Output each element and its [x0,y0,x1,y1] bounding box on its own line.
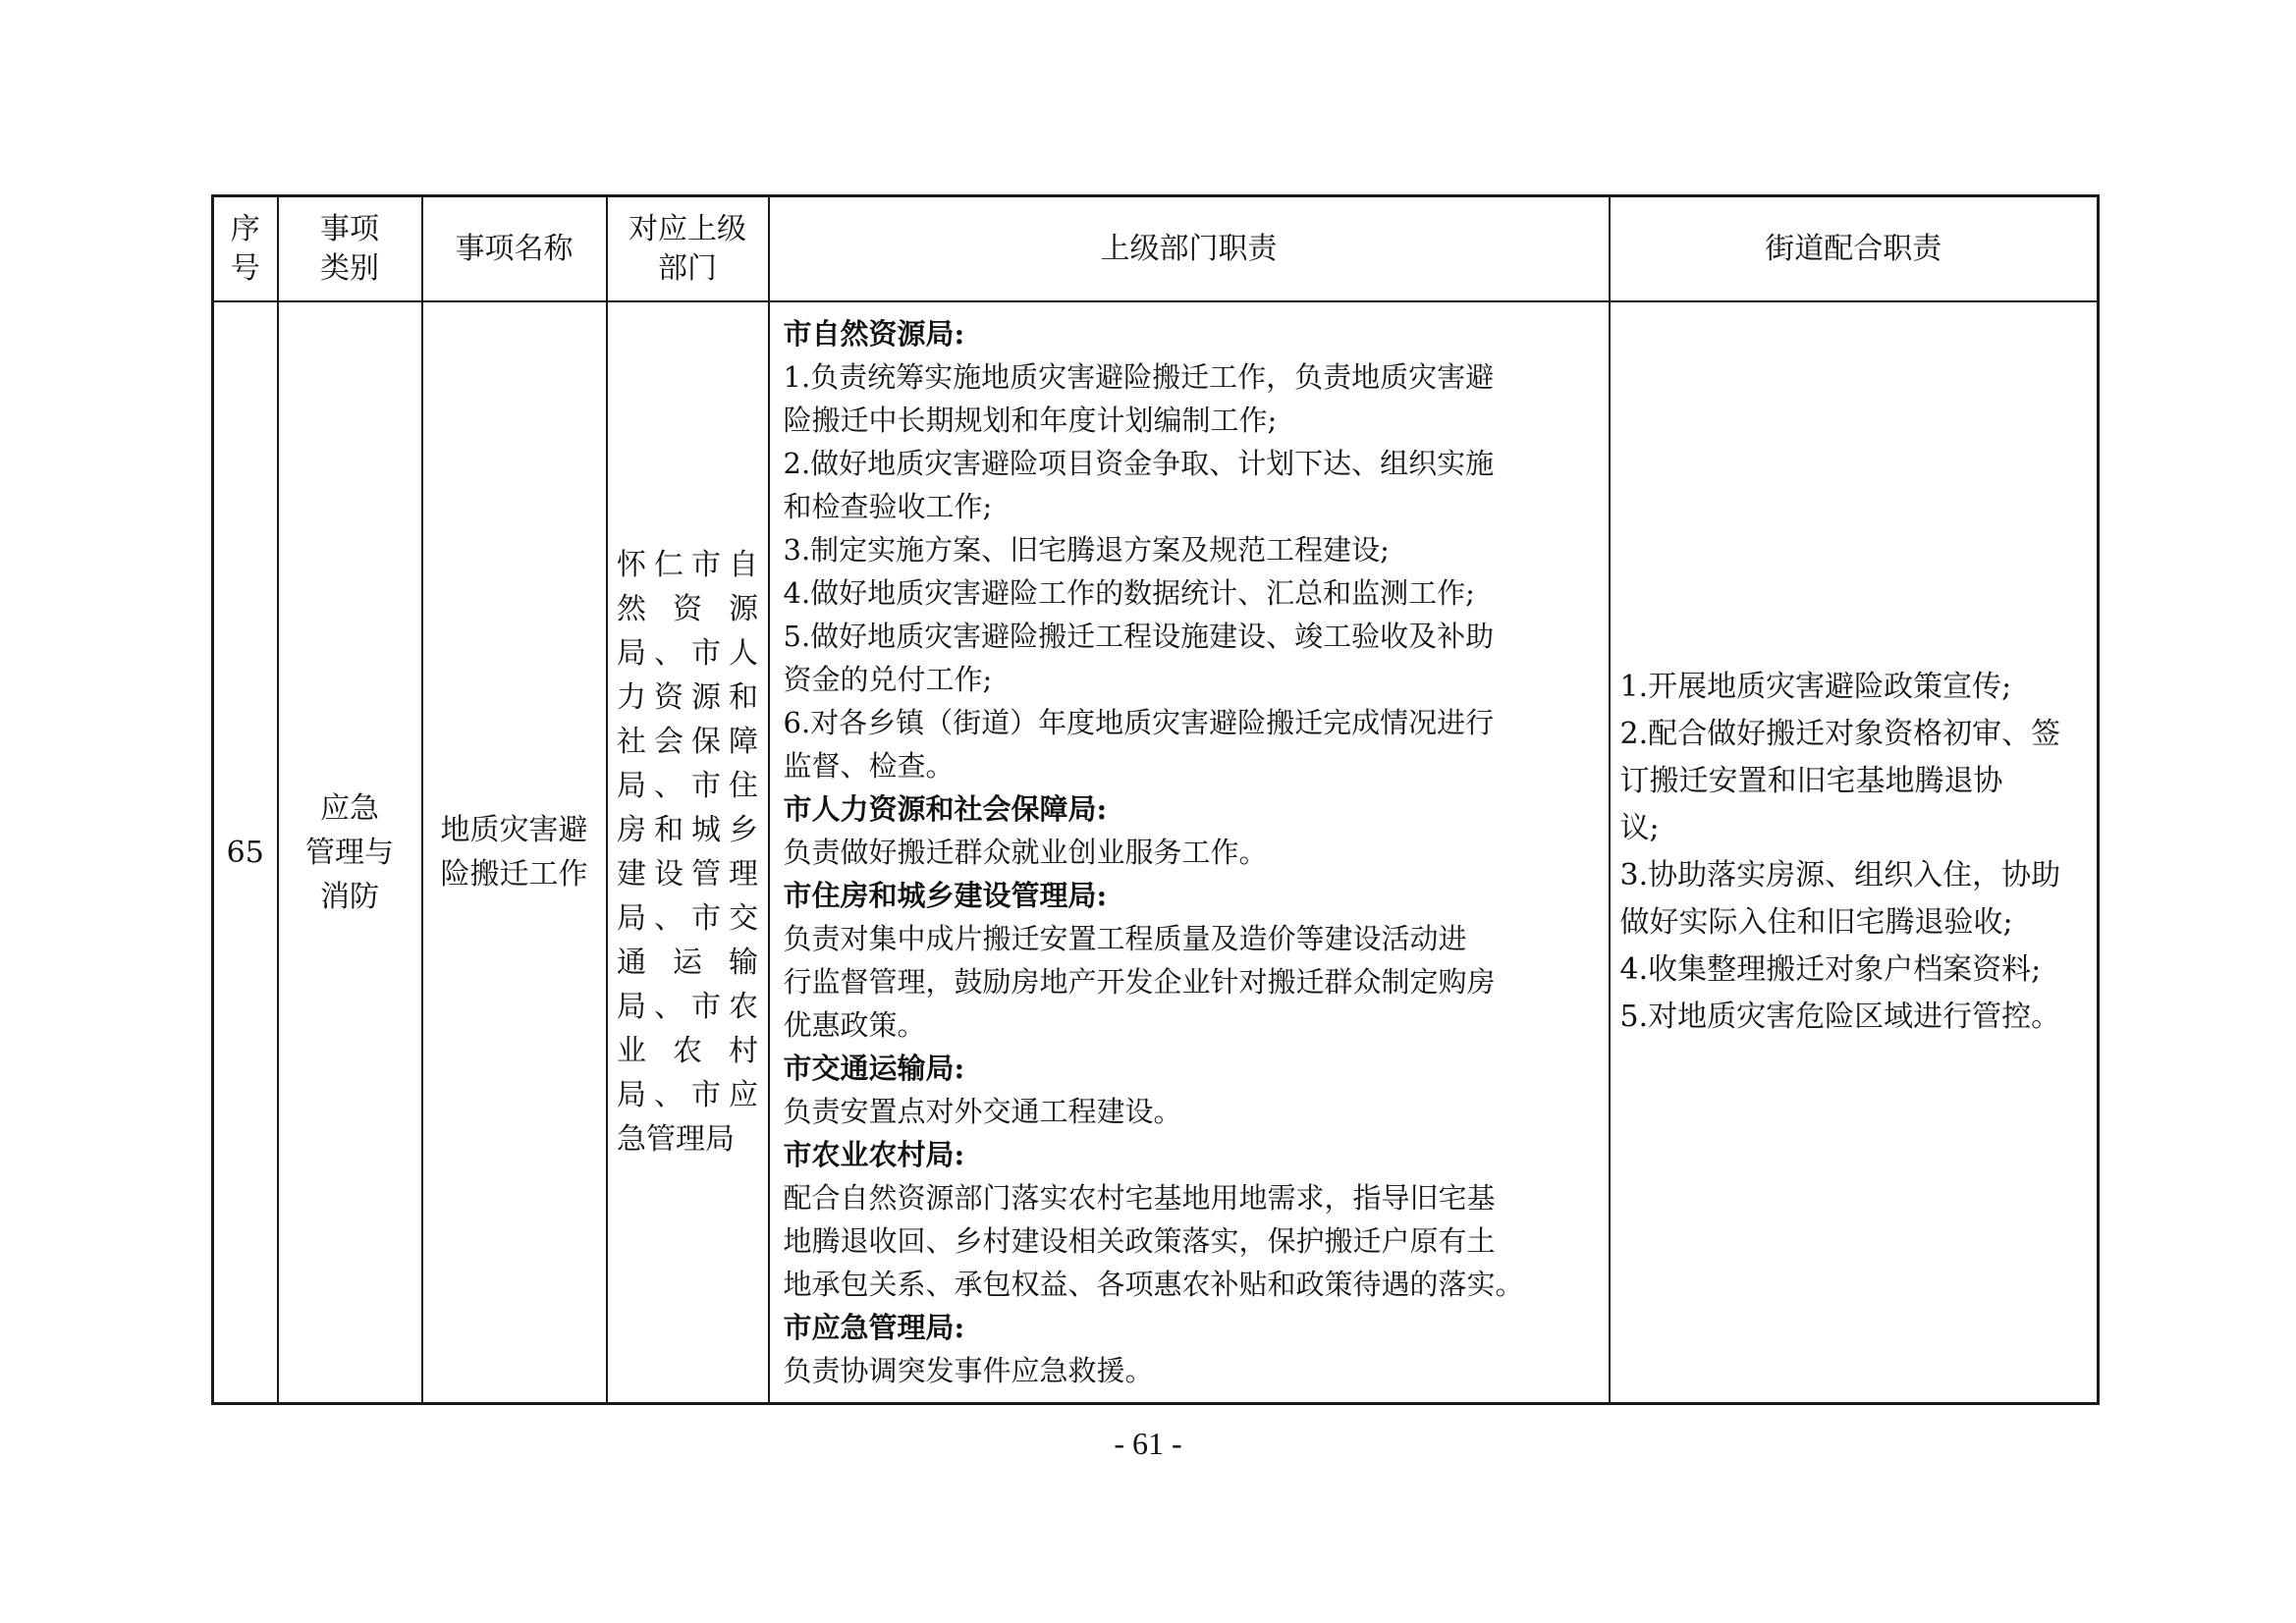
header-upper-duty: 上级部门职责 [769,196,1610,302]
upper-duty-list [770,302,1609,1402]
header-item-name: 事项名称 [422,196,607,302]
category-line: 应急 [320,790,379,826]
dept-line: 建设管理 [617,857,758,892]
duty-line: 监督、检查。 [783,749,955,783]
cell-seq: 65 [213,301,278,1404]
dept-line: 急管理局 [617,1122,735,1157]
dept-line: 局、市人 [617,636,758,671]
duty-line: 1.负责统筹实施地质灾害避险搬迁工作，负责地质灾害避 [783,360,1495,394]
dept-line: 社会保障 [617,725,758,759]
dept-line: 房和城乡 [617,813,758,847]
street-duty-line: 5.对地质灾害危险区域进行管控。 [1619,1000,2061,1034]
duty-line: 地腾退收回、乡村建设相关政策落实，保护搬迁户原有土 [783,1224,1496,1258]
duty-line: 3.制定实施方案、旧宅腾退方案及规范工程建设; [783,533,1390,567]
table-row [213,301,2099,1404]
dept-line: 局、市应 [617,1078,758,1112]
duty-org-heading: 市住房和城乡建设管理局: [783,879,1108,912]
cell-item-name [422,301,607,1404]
dept-line: 业 农 村 [617,1034,758,1068]
street-duty-line: 订搬迁安置和旧宅基地腾退协 [1619,764,2003,798]
street-duty-line: 议; [1619,811,1660,845]
duty-line: 配合自然资源部门落实农村宅基地用地需求，指导旧宅基 [783,1181,1496,1215]
header-seq-line: 号 [230,250,260,286]
header-category-line: 类别 [320,250,379,286]
street-duty-line: 3.协助落实房源、组织入住，协助 [1619,858,2061,893]
duty-org-heading: 市农业农村局: [783,1138,965,1171]
street-duty-line: 1.开展地质灾害避险政策宣传; [1619,670,2012,704]
duty-org-heading: 市应急管理局: [783,1311,965,1344]
header-dept [607,196,769,302]
duty-line: 行监督管理，鼓励房地产开发企业针对搬迁群众制定购房 [783,965,1496,999]
duty-line: 负责对集中成片搬迁安置工程质量及造价等建设活动进 [783,922,1467,955]
dept-line: 局、市农 [617,990,758,1024]
duty-org-heading: 市自然资源局: [783,317,965,351]
header-category [278,196,422,302]
item-name-line: 险搬迁工作 [440,857,588,892]
duty-line: 6.对各乡镇（街道）年度地质灾害避险搬迁完成情况进行 [783,706,1495,739]
duty-line: 负责安置点对外交通工程建设。 [783,1095,1182,1128]
dept-line: 局、市住 [617,769,758,803]
page-number: - 61 - [1114,1426,1182,1461]
duty-line: 2.做好地质灾害避险项目资金争取、计划下达、组织实施 [783,447,1495,480]
duty-line: 地承包关系、承包权益、各项惠农补贴和政策待遇的落实。 [783,1268,1524,1301]
duty-line: 4.做好地质灾害避险工作的数据统计、汇总和监测工作; [783,576,1475,610]
cell-street-duty [1610,301,2099,1404]
item-name-line: 地质灾害避 [440,813,588,847]
header-dept-line: 部门 [658,250,717,286]
header-street-duty: 街道配合职责 [1610,196,2099,302]
street-duty-line: 做好实际入住和旧宅腾退验收; [1619,905,2013,940]
duty-org-heading: 市交通运输局: [783,1052,965,1085]
header-category-line: 事项 [320,211,379,246]
header-seq-line: 序 [230,211,260,246]
street-duty-line: 4.收集整理搬迁对象户档案资料; [1619,952,2042,987]
header-seq [213,196,278,302]
duty-org-heading: 市人力资源和社会保障局: [783,792,1108,826]
duty-line: 优惠政策。 [783,1008,926,1042]
cell-dept [607,301,769,1404]
duty-line: 负责做好搬迁群众就业创业服务工作。 [783,836,1268,869]
dept-line: 通 运 输 [617,946,758,980]
duty-line: 负责协调突发事件应急救援。 [783,1354,1154,1387]
category-line: 管理与 [305,835,394,870]
duty-table [211,194,2100,1405]
duty-line: 资金的兑付工作; [783,663,993,696]
dept-list [617,543,758,1162]
cell-category [278,301,422,1404]
duty-line: 险搬迁中长期规划和年度计划编制工作; [783,404,1278,437]
duty-line: 5.做好地质灾害避险搬迁工程设施建设、竣工验收及补助 [783,620,1495,653]
header-row [213,196,2099,302]
cell-upper-duty [769,301,1610,1404]
dept-line: 然 资 源 [617,592,758,626]
category-line: 消防 [320,879,379,914]
dept-line: 怀仁市自 [617,548,758,582]
street-duty-list [1611,664,2098,1041]
duty-line: 和检查验收工作; [783,490,993,523]
street-duty-line: 2.配合做好搬迁对象资格初审、签 [1619,717,2061,751]
dept-line: 力资源和 [617,680,758,715]
header-dept-line: 对应上级 [629,211,746,246]
dept-line: 局、市交 [617,901,758,936]
